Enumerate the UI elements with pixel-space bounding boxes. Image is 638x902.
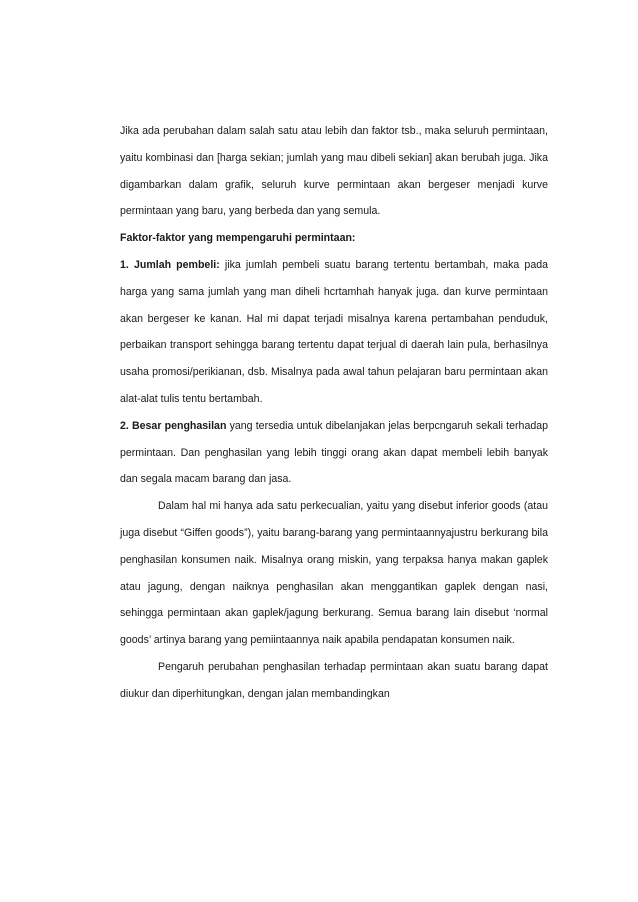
- section-heading: Faktor-faktor yang mempengaruhi permintaan:: [120, 232, 356, 245]
- list-item-text: yang tersedia untuk dibelanjakan jelas berpcngaruh sekali terhadap permintaan. Dan penghasilan yang lebih tinggi orang akan dapat membeli lebih banyak dan segala macam barang dan jasa.: [120, 419, 549, 486]
- document-body: [120, 118, 548, 708]
- list-item-label: 2. Besar penghasilan: [120, 419, 227, 432]
- list-item-besar-penghasilan: [120, 413, 548, 493]
- list-item-label: 1. Jumlah pembeli:: [120, 258, 220, 271]
- list-item-jumlah-pembeli: [120, 252, 548, 413]
- list-item-text: jika jumlah pembeli suatu barang tertentu bertambah, maka pada harga yang sama jumlah yang man diheli hcrtamhah hanyak juga. dan kurve permintaan akan bergeser ke kanan. Hal mi dapat terjadi misalnya karena pertambahan penduduk, perbaikan transport sehingga barang tertentu dapat terjual di daerah lain pula, berhasilnya usaha promosi/perikianan, dsb. Misalnya pada awal tahun pelajaran baru permintaan akan alat-alat tulis tentu bertambah.: [120, 258, 548, 405]
- paragraph-pengaruh: Pengaruh perubahan penghasilan terhadap permintaan akan suatu barang dapat diukur dan diperhitungkan, dengan jalan membandingkan: [120, 660, 548, 700]
- paragraph-inferior-goods: Dalam hal mi hanya ada satu perkecualian, yaitu yang disebut inferior goods (atau juga disebut “Giffen goods”), yaitu barang-barang yang permintaannyajustru berkurang bila penghasilan konsumen naik. Misalnya orang miskin, yang terpaksa hanya makan gaplek atau jagung, dengan naiknya penghasilan akan menggantikan gaplek dengan nasi, sehingga permintaan akan gaplek/jagung berkurang. Semua barang lain disebut ‘normal goods’ artinya barang yang pemiintaannya naik apabila pendapatan konsumen naik.: [120, 500, 548, 647]
- paragraph-intro: Jika ada perubahan dalam salah satu atau lebih dan faktor tsb., maka seluruh permintaan, yaitu kombinasi dan [harga sekian; jumlah yang mau dibeli sekian] akan berubah juga. Jika digambarkan dalam grafik, seluruh kurve permintaan akan bergeser menjadi kurve permintaan yang baru, yang berbeda dan yang semula.: [120, 125, 548, 218]
